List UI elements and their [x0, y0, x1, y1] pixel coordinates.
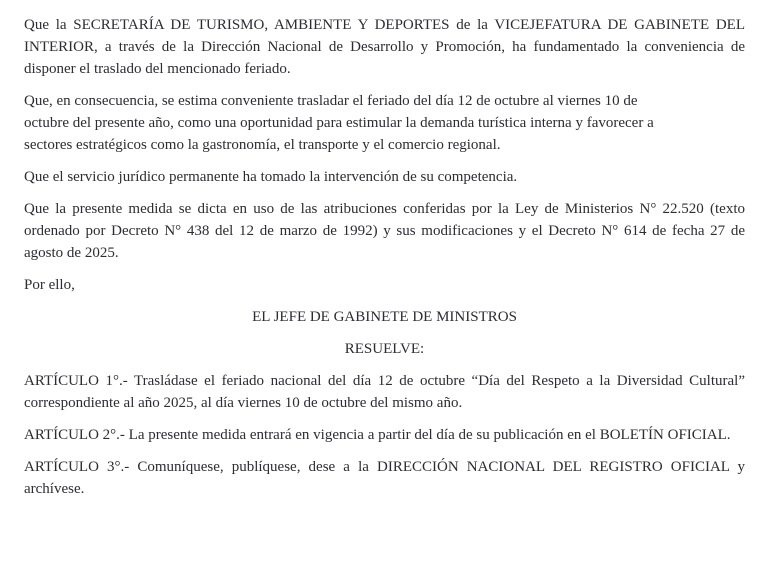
por-ello-line: Por ello,	[24, 277, 75, 293]
articulo-3: ARTÍCULO 3°.- Comuníquese, publíquese, dese a la DIRECCIÓN NACIONAL DEL REGISTRO OFICIAL y archívese.	[24, 459, 745, 497]
recital-secretaria-turismo: Que la SECRETARÍA DE TURISMO, AMBIENTE Y DEPORTES de la VICEJEFATURA DE GABINETE DEL INTERIOR, a través de la Dirección Nacional de Desarrollo y Promoción, ha fundamentado la conveniencia de disponer el traslado del mencionado feriado.	[24, 17, 745, 77]
articulo-1: ARTÍCULO 1°.- Trasládase el feriado nacional del día 12 de octubre “Día del Respeto a la Diversidad Cultural” correspondiente al año 2025, al día viernes 10 de octubre del mismo año.	[24, 373, 745, 411]
recital-traslado-feriado: Que, en consecuencia, se estima conveniente trasladar el feriado del día 12 de octubre al viernes 10 de octubre del presente año, como una oportunidad para estimular la demanda turística interna y favorecer a sectores estratégicos como la gastronomía, el transporte y el comercio regional.	[24, 93, 654, 153]
recital-servicio-juridico: Que el servicio jurídico permanente ha tomado la intervención de su competencia.	[24, 169, 518, 185]
resuelve-heading: RESUELVE:	[344, 341, 425, 357]
authority-heading: EL JEFE DE GABINETE DE MINISTROS	[252, 309, 517, 325]
recital-atribuciones-ley: Que la presente medida se dicta en uso de las atribuciones conferidas por la Ley de Ministerios N° 22.520 (texto ordenado por Decreto N° 438 del 12 de marzo de 1992) y sus modificaciones y el Decreto N° 614 de fecha 27 de agosto de 2025.	[24, 201, 745, 261]
articulo-2: ARTÍCULO 2°.- La presente medida entrará en vigencia a partir del día de su publicación en el BOLETÍN OFICIAL.	[24, 427, 731, 443]
